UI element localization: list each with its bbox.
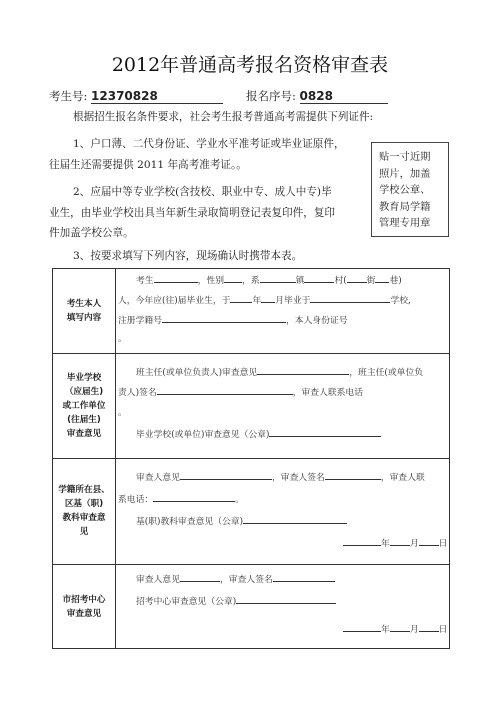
text: 村( <box>334 276 347 286</box>
text: ，性别 <box>197 276 225 286</box>
gender-blank[interactable] <box>224 273 242 283</box>
school-review-line-1 <box>136 365 423 382</box>
county-review-line-2 <box>118 492 244 509</box>
text: 基(职)教科审查意见（公章) <box>136 517 244 527</box>
text: 年 <box>252 296 262 306</box>
applicant-line-3 <box>118 313 348 330</box>
text: 月毕业于 <box>275 296 311 306</box>
school-blank[interactable] <box>310 293 390 303</box>
text: 招考中心审查意见（公章) <box>136 597 237 607</box>
text: 。 <box>235 495 245 505</box>
exam-number-value: 12370828 <box>91 89 158 103</box>
school-review-line-4 <box>136 427 381 444</box>
county-review-date <box>343 536 447 553</box>
text: 镇 <box>295 276 305 286</box>
photo-box-line: 管理专用章 <box>379 217 431 229</box>
reviewer-opinion-blank[interactable] <box>180 470 272 480</box>
text: 系电话： <box>118 495 154 505</box>
intro-line: 件加盖学校公章。 <box>49 227 134 239</box>
row-header-line: 教科审查意 <box>62 513 106 523</box>
row-header-line: 审查意见 <box>66 428 102 439</box>
registration-number-input[interactable] <box>300 89 388 104</box>
text: ，审查人联 <box>380 473 425 483</box>
row-header-city-review <box>53 564 115 650</box>
city-review-cell <box>115 564 449 650</box>
year-blank[interactable] <box>343 536 381 546</box>
month-blank[interactable] <box>390 622 410 632</box>
text: ，班主任(或单位负 <box>349 368 424 378</box>
text: 责人)签名 <box>118 388 157 398</box>
photo-box-line: 照片，加盖 <box>379 167 431 180</box>
school-review-line-2 <box>118 385 363 402</box>
text: 月 <box>409 539 419 549</box>
city-review-date <box>343 622 447 639</box>
text: 审查人意见 <box>136 575 180 585</box>
registration-number-field <box>246 88 388 104</box>
row-header-applicant <box>53 269 115 353</box>
photo-stamp-box <box>371 142 449 237</box>
exam-number-field <box>49 88 223 104</box>
reviewer-signature-blank[interactable] <box>325 470 381 480</box>
school-stamp-blank[interactable] <box>269 427 381 437</box>
city-stamp-blank[interactable] <box>236 594 336 604</box>
text: ，审查人签名 <box>272 473 325 483</box>
applicant-line-2 <box>118 293 411 310</box>
text: 月 <box>409 625 419 635</box>
registration-number-label: 报名序号: <box>246 89 296 103</box>
photo-box-line: 贴一寸近期 <box>379 151 431 163</box>
row-header-line: 市招考中心 <box>62 595 106 605</box>
row-header-county-review <box>53 458 115 564</box>
intro-line: 3、按要求填写下列内容，现场确认时携带本表。 <box>73 250 303 262</box>
student-id-blank[interactable] <box>162 313 286 323</box>
text: 考生 <box>136 276 154 286</box>
row-header-line: 审查意见 <box>66 609 102 619</box>
text: 年 <box>381 539 390 549</box>
text: 日 <box>438 539 448 549</box>
page-title: 2012年普通高考报名资格审查表 <box>111 54 389 76</box>
county-review-line-3 <box>136 514 347 531</box>
text: 学校, <box>390 296 411 306</box>
text: 审查人意见 <box>136 473 180 483</box>
grad-month-blank[interactable] <box>261 293 275 303</box>
exam-number-label: 考生号: <box>49 89 88 103</box>
text: ，本人身份证号 <box>286 316 348 326</box>
county-stamp-blank[interactable] <box>243 514 347 524</box>
text: ，审查人联系电话 <box>292 388 364 398</box>
exam-number-input[interactable] <box>91 89 223 104</box>
reviewer-phone-blank[interactable] <box>153 492 235 502</box>
grad-year-blank[interactable] <box>230 293 252 303</box>
text: 注册学籍号 <box>118 316 162 326</box>
county-review-cell <box>115 458 449 564</box>
text: 日 <box>438 625 448 635</box>
applicant-line-4: 。 <box>118 334 127 344</box>
teacher-opinion-blank[interactable] <box>257 365 349 375</box>
text: 年 <box>381 625 390 635</box>
intro-line: 业生，由毕业学校出具当年新生录取简明登记表复印件，复印 <box>49 207 336 219</box>
intro-line: 往届生还需要提供 2011 年高考准考证。。 <box>49 159 247 171</box>
city-review-line-1 <box>136 572 335 589</box>
applicant-line-1 <box>136 273 402 290</box>
teacher-signature-blank[interactable] <box>157 385 293 395</box>
text: 人，今年应(往)届毕业生，于 <box>118 296 231 306</box>
text: 班主任(或单位负责人)审查意见 <box>136 368 258 378</box>
text: ，审查人签名 <box>220 575 273 585</box>
lane-blank[interactable] <box>375 273 389 283</box>
applicant-fill-cell <box>115 269 449 353</box>
street-blank[interactable] <box>347 273 367 283</box>
city-reviewer-opinion-blank[interactable] <box>180 572 220 582</box>
row-header-line: 区基（职) <box>64 499 104 509</box>
photo-box-line: 学校公章、 <box>379 184 431 196</box>
day-blank[interactable] <box>419 536 439 546</box>
text: 巷) <box>389 276 402 286</box>
review-form-table <box>52 268 450 649</box>
intro-line: 2、应届中等专业学校(含技校、职业中专、成人中专)毕 <box>73 186 332 198</box>
row-header-line: 填写内容 <box>66 313 102 323</box>
row-header-line: （应届生) <box>64 386 104 397</box>
text: 毕业学校(或单位)审查意见（公章) <box>136 430 270 440</box>
registration-number-value: 0828 <box>299 89 333 103</box>
row-header-line: 学籍所在县、 <box>58 485 110 495</box>
row-header-line: 毕业学校 <box>66 372 102 383</box>
intro-line: 根据招生报名条件要求，社会考生报考普通高考需提供下列证件: <box>73 111 374 123</box>
year-blank[interactable] <box>343 622 381 632</box>
text: 街 <box>366 276 376 286</box>
village-blank[interactable] <box>304 273 334 283</box>
town-blank[interactable] <box>260 273 296 283</box>
row-header-line: 或工作单位 <box>62 400 106 411</box>
city-reviewer-signature-blank[interactable] <box>273 572 335 582</box>
row-header-line: (往届生) <box>67 414 101 425</box>
day-blank[interactable] <box>419 622 439 632</box>
photo-box-line: 教育局学籍 <box>379 200 431 213</box>
school-review-line-3: 。 <box>118 408 127 418</box>
row-header-line: 考生本人 <box>66 299 102 309</box>
school-review-cell <box>115 353 449 458</box>
text: ，系 <box>242 276 260 286</box>
month-blank[interactable] <box>390 536 410 546</box>
row-header-school-review <box>53 353 115 458</box>
county-review-line-1 <box>136 470 425 487</box>
intro-line: 1、户口薄、二代身份证、学业水平准考证或毕业证原件， <box>73 138 345 150</box>
city-review-line-2 <box>136 594 336 611</box>
name-blank[interactable] <box>154 273 198 283</box>
row-header-line: 见 <box>79 527 89 537</box>
